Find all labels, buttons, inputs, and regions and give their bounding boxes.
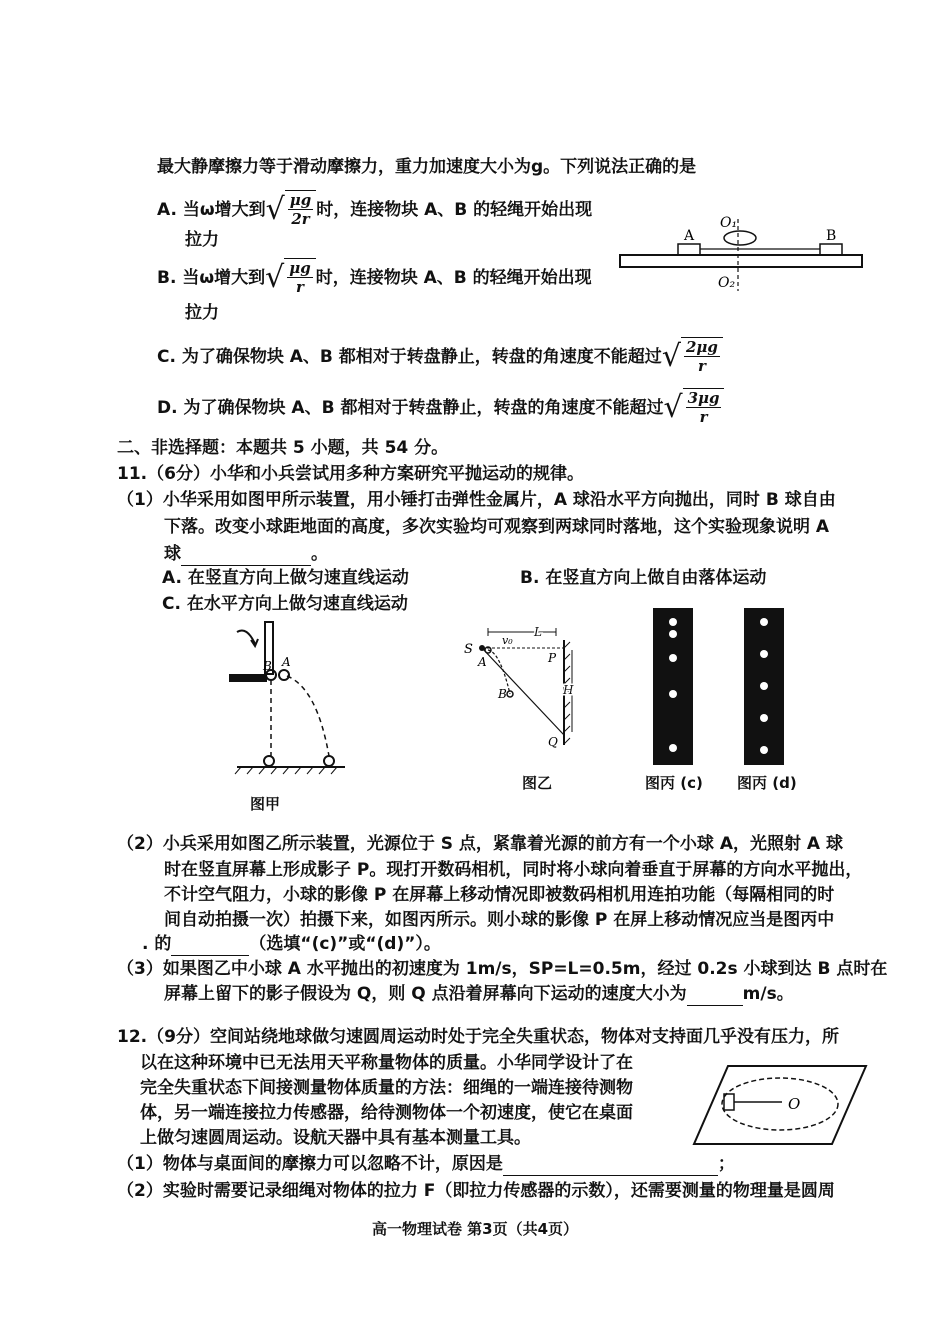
q10-fig-label-o1: O₁ bbox=[720, 215, 738, 231]
q10-b-den: r bbox=[296, 278, 304, 296]
q12-p1-post: ； bbox=[717, 1154, 735, 1174]
q11-p2-answer-blank[interactable] bbox=[171, 933, 249, 956]
q10-a-den: 2r bbox=[291, 210, 310, 228]
q10-fig-label-a: A bbox=[684, 228, 695, 244]
q10-option-b-line2: 拉力 bbox=[185, 303, 219, 323]
q10-intro: 最大静摩擦力等于滑动摩擦力，重力加速度大小为g。下列说法正确的是 bbox=[157, 157, 697, 177]
section-2-heading: 二、非选择题：本题共 5 小题，共 54 分。 bbox=[117, 438, 449, 458]
q11-p2-line4: 间自动拍摄一次）拍摄下来，如图丙所示。则小球的影像 P 在屏上移动情况应当是图丙中 bbox=[164, 910, 835, 930]
q11-p1-line3-pre: 球 bbox=[164, 544, 181, 564]
q10-option-c-pre: C. 为了确保物块 A、B 都相对于转盘静止，转盘的角速度不能超过 bbox=[157, 347, 662, 367]
q10-option-a-line2: 拉力 bbox=[185, 230, 219, 250]
page-footer: 高一物理试卷 第3页（共4页） bbox=[371, 1220, 579, 1238]
q11-yi-label-h: H bbox=[563, 683, 574, 697]
q11-p3-line2 bbox=[164, 983, 794, 1006]
q11-p3-line1: （3）如果图乙中小球 A 水平抛出的初速度为 1m/s，SP=L=0.5m，经过 0.2s 小球到达 B 点时在 bbox=[117, 959, 888, 979]
q11-p1-answer-blank[interactable] bbox=[181, 543, 311, 566]
q11-p3-answer-blank[interactable] bbox=[687, 983, 743, 1006]
q12-figure bbox=[690, 1060, 870, 1150]
q12-line5: 上做匀速圆周运动。设航天器中具有基本测量工具。 bbox=[140, 1128, 531, 1148]
q12-line1: 12.（9分）空间站绕地球做匀速圆周运动时处于完全失重状态，物体对支持面几乎没有压力，所 bbox=[117, 1027, 839, 1047]
q11-fig-jia-caption: 图甲 bbox=[250, 795, 281, 813]
q11-title: 11.（6分）小华和小兵尝试用多种方案研究平抛运动的规律。 bbox=[117, 464, 584, 484]
q11-option-b: B. 在竖直方向上做自由落体运动 bbox=[520, 568, 767, 588]
q11-jia-label-a: A bbox=[282, 655, 291, 669]
q12-line2: 以在这种环境中已无法用天平称量物体的质量。小华同学设计了在 bbox=[140, 1053, 633, 1073]
q10-d-den: r bbox=[699, 408, 708, 426]
q11-p1-line3 bbox=[164, 543, 328, 566]
q11-yi-label-a: A bbox=[478, 655, 487, 669]
q11-p2-line5 bbox=[142, 933, 441, 956]
q10-fig-label-o2: O₂ bbox=[718, 275, 736, 291]
q12-line3: 完全失重状态下间接测量物体质量的方法：细绳的一端连接待测物 bbox=[140, 1078, 633, 1098]
q12-p2: （2）实验时需要记录细绳对物体的拉力 F（即拉力传感器的示数），还需要测量的物理量是圆周 bbox=[117, 1181, 835, 1201]
q11-p2-line1: （2）小兵采用如图乙所示装置，光源位于 S 点，紧靠着光源的前方有一个小球 A，光照射 A 球 bbox=[117, 834, 843, 854]
q10-option-c bbox=[157, 335, 723, 379]
q11-fig-bing-c-caption: 图丙 (c) bbox=[645, 774, 703, 792]
q12-line4: 体，另一端连接拉力传感器，给待测物体一个初速度，使它在桌面 bbox=[140, 1103, 633, 1123]
q10-option-d bbox=[157, 386, 724, 430]
q11-p3-line2-pre: 屏幕上留下的影子假设为 Q，则 Q 点沿着屏幕向下运动的速度大小为 bbox=[164, 984, 687, 1004]
q10-option-d-radical: √ $\frac{3\mu g}{r}$ bbox=[663, 388, 724, 428]
q11-figure-bing-c bbox=[653, 608, 693, 765]
q11-p2-line5-post: （选填“(c)”或“(d)”）。 bbox=[249, 934, 441, 954]
q10-option-c-radical: √ $\frac{2\mu g}{r}$ bbox=[662, 337, 723, 377]
q11-p1-line2: 下落。改变小球距地面的高度，多次实验均可观察到两球同时落地，这个实验现象说明 A bbox=[164, 517, 830, 537]
q10-c-num: 2μg bbox=[685, 338, 718, 356]
q10-option-d-pre: D. 为了确保物块 A、B 都相对于转盘静止，转盘的角速度不能超过 bbox=[157, 398, 664, 418]
q10-a-num: μg bbox=[289, 191, 312, 209]
q12-p1 bbox=[117, 1153, 735, 1176]
q10-b-num: μg bbox=[289, 259, 311, 277]
q12-fig-label-o: O bbox=[788, 1095, 801, 1113]
q10-turntable-figure bbox=[610, 205, 870, 295]
q10-option-b-radical: √ $\frac{\mu g}{r}$ bbox=[265, 258, 316, 298]
q11-p2-line3: 不计空气阻力，小球的影像 P 在屏幕上移动情况即被数码相机用连拍功能（每隔相同的时 bbox=[164, 885, 835, 905]
q12-p1-answer-blank[interactable] bbox=[503, 1153, 718, 1176]
q11-jia-label-b: B bbox=[263, 659, 272, 673]
q11-fig-bing-d-caption: 图丙 (d) bbox=[737, 774, 797, 792]
q11-yi-label-l: L bbox=[534, 625, 542, 639]
q11-yi-label-s: S bbox=[464, 642, 473, 657]
q11-figure-yi bbox=[460, 620, 585, 750]
q10-d-num: 3μg bbox=[687, 389, 720, 407]
q10-option-b bbox=[157, 256, 592, 300]
q11-p3-line2-post: m/s。 bbox=[742, 984, 794, 1004]
q10-option-b-pre: B. 当ω增大到 bbox=[157, 268, 266, 288]
q10-option-a-pre: A. 当ω增大到 bbox=[157, 200, 266, 220]
q11-p1-line1: （1）小华采用如图甲所示装置，用小锤打击弹性金属片，A 球沿水平方向抛出，同时 B 球自由 bbox=[117, 490, 836, 510]
q11-p2-line5-pre: . 的 bbox=[142, 934, 172, 954]
q11-yi-label-p: P bbox=[548, 651, 557, 665]
q10-option-b-post: 时，连接物块 A、B 的轻绳开始出现 bbox=[315, 268, 592, 288]
q11-option-a: A. 在竖直方向上做匀速直线运动 bbox=[162, 568, 409, 588]
q10-fig-label-b: B bbox=[826, 228, 837, 244]
q11-yi-label-q: Q bbox=[548, 735, 558, 749]
q10-option-a bbox=[157, 188, 592, 232]
q11-fig-yi-caption: 图乙 bbox=[522, 774, 553, 792]
q12-p1-pre: （1）物体与桌面间的摩擦力可以忽略不计，原因是 bbox=[117, 1154, 503, 1174]
q11-p2-line2: 时在竖直屏幕上形成影子 P。现打开数码相机，同时将小球向着垂直于屏幕的方向水平抛出， bbox=[164, 860, 863, 880]
q11-figure-bing-d bbox=[744, 608, 784, 765]
q11-option-c: C. 在水平方向上做匀速直线运动 bbox=[162, 594, 408, 614]
q11-yi-label-b: B bbox=[498, 687, 507, 701]
q10-option-a-post: 时，连接物块 A、B 的轻绳开始出现 bbox=[316, 200, 593, 220]
q11-p1-line3-post: 。 bbox=[311, 544, 328, 564]
q11-yi-label-v0: v₀ bbox=[502, 634, 513, 647]
q10-c-den: r bbox=[697, 357, 706, 375]
q11-figure-jia bbox=[225, 618, 355, 778]
q10-option-a-radical: √ $\frac{\mu g}{2r}$ bbox=[266, 190, 317, 230]
